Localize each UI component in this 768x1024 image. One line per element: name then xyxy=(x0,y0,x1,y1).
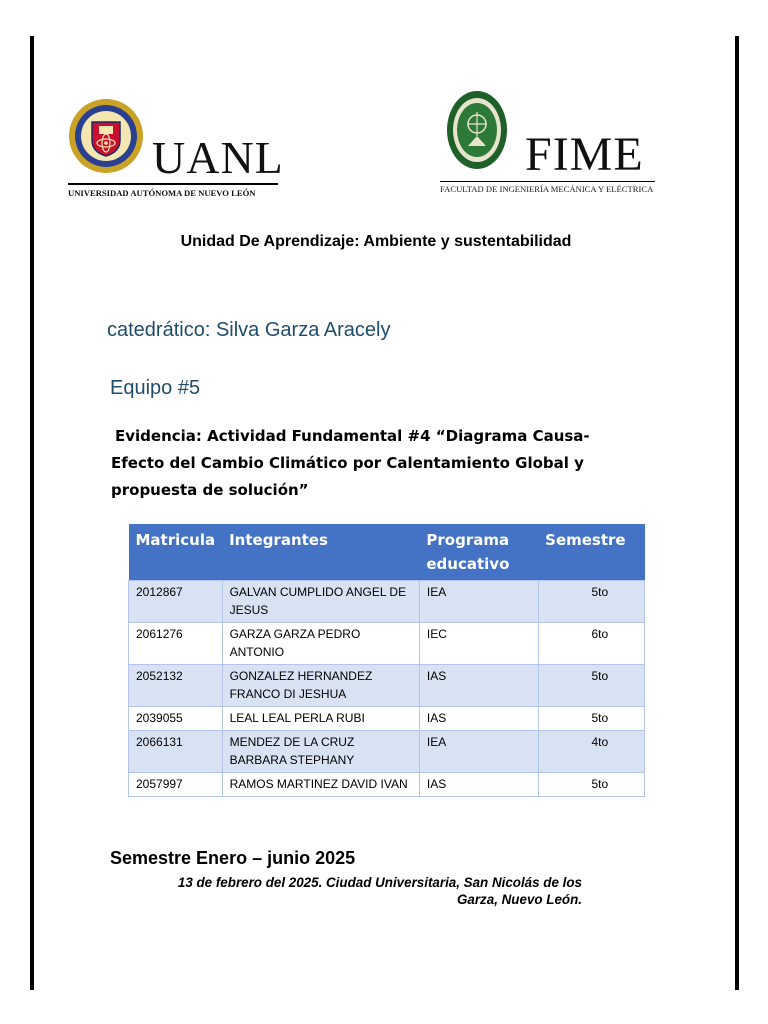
table-row xyxy=(129,773,645,797)
fime-rule xyxy=(440,181,655,182)
unidad-aprendizaje: Unidad De Aprendizaje: Ambiente y sustentabilidad xyxy=(180,233,572,250)
cell-semestre: 4to xyxy=(538,731,644,773)
cell-nombre: GARZA GARZA PEDRO ANTONIO xyxy=(222,623,419,665)
cell-nombre: MENDEZ DE LA CRUZ BARBARA STEPHANY xyxy=(222,731,419,773)
uanl-wordmark: UANL xyxy=(152,132,284,183)
uanl-subtitle: UNIVERSIDAD AUTÓNOMA DE NUEVO LEÓN xyxy=(68,188,256,198)
cell-nombre: RAMOS MARTINEZ DAVID IVAN xyxy=(222,773,419,797)
cell-programa: IEA xyxy=(419,581,538,623)
cell-semestre: 5to xyxy=(538,581,644,623)
fecha-line-2: Garza, Nuevo León. xyxy=(456,892,582,907)
cell-programa: IEA xyxy=(419,731,538,773)
uanl-logo xyxy=(68,98,283,202)
table-header-row xyxy=(129,524,645,581)
evidencia-line-2: Efecto del Cambio Climático por Calentamiento Global y xyxy=(111,454,584,472)
cell-nombre: GALVAN CUMPLIDO ANGEL DE JESUS xyxy=(222,581,419,623)
catedratico: catedrático: Silva Garza Aracely xyxy=(107,319,391,341)
cell-programa: IEC xyxy=(419,623,538,665)
evidencia-line-1: Evidencia: Actividad Fundamental #4 “Diagrama Causa- xyxy=(115,427,590,445)
evidencia-line-3: propuesta de solución” xyxy=(111,481,309,499)
table-row xyxy=(129,581,645,623)
cell-semestre: 5to xyxy=(538,707,644,731)
left-border-line xyxy=(30,36,34,990)
table-row xyxy=(129,707,645,731)
cell-nombre: GONZALEZ HERNANDEZ FRANCO DI JESHUA xyxy=(222,665,419,707)
fecha-lugar xyxy=(110,874,582,908)
cell-semestre: 5to xyxy=(538,665,644,707)
members-table xyxy=(128,524,645,797)
cell-matricula: 2012867 xyxy=(129,581,223,623)
cell-programa: IAS xyxy=(419,665,538,707)
header-matricula: Matricula xyxy=(129,524,223,581)
cell-nombre: LEAL LEAL PERLA RUBI xyxy=(222,707,419,731)
fime-subtitle: FACULTAD DE INGENIERÍA MECÁNICA Y ELÉCTRICA xyxy=(440,184,654,194)
header-semestre: Semestre xyxy=(538,524,644,581)
cell-semestre: 6to xyxy=(538,623,644,665)
fime-wordmark: FIME xyxy=(525,128,644,181)
cell-matricula: 2057997 xyxy=(129,773,223,797)
cell-semestre: 5to xyxy=(538,773,644,797)
uanl-rule xyxy=(68,183,278,185)
cell-programa: IAS xyxy=(419,707,538,731)
table-row xyxy=(129,665,645,707)
uanl-seal-icon xyxy=(68,98,144,174)
cell-programa: IAS xyxy=(419,773,538,797)
fecha-line-1: 13 de febrero del 2025. Ciudad Universitaria, San Nicolás de los xyxy=(177,875,582,890)
evidencia-title xyxy=(111,423,591,504)
semestre-period: Semestre Enero – junio 2025 xyxy=(110,848,356,868)
header-programa: Programa educativo xyxy=(419,524,538,581)
cell-matricula: 2061276 xyxy=(129,623,223,665)
cell-matricula: 2066131 xyxy=(129,731,223,773)
header-integrantes: Integrantes xyxy=(222,524,419,581)
table-row xyxy=(129,623,645,665)
right-border-line xyxy=(735,36,739,990)
fime-seal-icon xyxy=(446,90,508,170)
fime-logo xyxy=(440,90,665,200)
equipo-heading: Equipo #5 xyxy=(110,377,201,399)
cell-matricula: 2052132 xyxy=(129,665,223,707)
table-row xyxy=(129,731,645,773)
cell-matricula: 2039055 xyxy=(129,707,223,731)
